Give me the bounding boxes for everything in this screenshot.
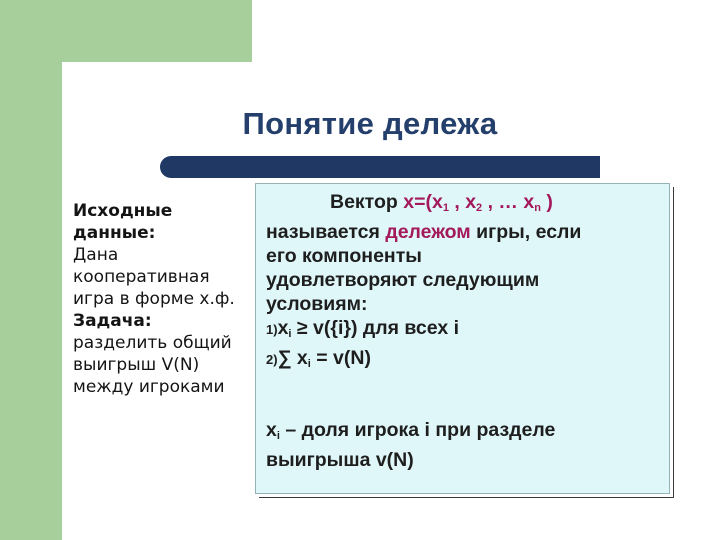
components-line: его компоненты [266, 245, 422, 267]
condition-1-number: 1) [266, 322, 278, 337]
vector-close: ) [540, 191, 553, 213]
note-x: x [266, 419, 277, 441]
imputation-term: дележом [385, 221, 471, 243]
note-sub: i [276, 430, 280, 442]
spacer [266, 376, 666, 418]
condition-2-rest: = v(N) [310, 347, 371, 369]
note-line-2: выигрыша v(N) [266, 449, 414, 471]
source-data-heading: Исходные данные: [73, 201, 173, 243]
source-data-text: Дана кооперативная игра в форме х.ф. [73, 245, 235, 309]
vector-x: x=(x [403, 191, 443, 213]
condition-1-x: x [277, 317, 289, 339]
left-column [73, 200, 251, 398]
satisfy-line: удовлетворяют следующим [266, 269, 540, 291]
note-rest: – доля игрока i при разделе [279, 419, 556, 441]
condition-2-number: 2) [266, 352, 278, 367]
called-text: называется [266, 221, 386, 243]
condition-1-rest: ≥ v({i}) для всех i [291, 317, 460, 339]
condition-1-sub: i [288, 328, 292, 340]
subscript-1: 1 [442, 202, 449, 214]
called-rest: игры, если [470, 221, 582, 243]
called-line [266, 220, 666, 244]
definition-text [266, 190, 666, 472]
condition-1 [266, 316, 666, 346]
definition-box [255, 183, 670, 494]
vector-sep-2: , … x [482, 191, 535, 213]
subscript-2: 2 [476, 202, 483, 214]
vector-notation [403, 191, 553, 213]
green-left-bar [0, 0, 62, 540]
task-heading: Задача: [73, 311, 152, 331]
conditions-line: условиям: [266, 293, 368, 315]
slide-title: Понятие дележа [242, 106, 498, 141]
vector-prefix: Вектор [330, 191, 404, 213]
task-text: разделить общий выигрыш V(N) между игроками [73, 333, 232, 397]
condition-2-sum: ∑ x [277, 347, 308, 369]
condition-2-sub: i [307, 358, 311, 370]
subscript-n: n [534, 202, 541, 214]
condition-2 [266, 346, 666, 376]
note-line-1 [266, 418, 666, 448]
vector-sep-1: , x [448, 191, 477, 213]
title-divider [160, 156, 600, 178]
vector-line [266, 190, 666, 220]
